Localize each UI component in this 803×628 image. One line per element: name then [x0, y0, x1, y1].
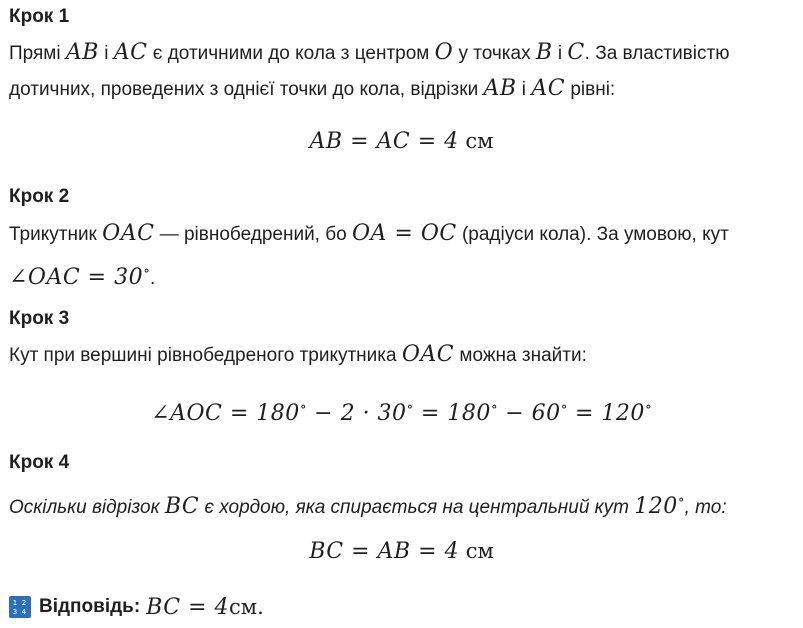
- icon-digit: 3: [12, 608, 18, 616]
- text: Трикутник: [9, 224, 103, 245]
- icon-digit: 4: [21, 608, 27, 616]
- text: і: [516, 79, 532, 100]
- math: ∠OAC = 30: [9, 265, 144, 290]
- text: Оскільки відрізок: [9, 497, 165, 518]
- formula-math: − 60: [497, 401, 561, 426]
- step-1-line-1: [9, 42, 729, 65]
- step-4-line-1: [9, 489, 727, 519]
- numbers-icon: [9, 596, 31, 618]
- step-1-line-2: [9, 78, 615, 101]
- text: .: [149, 268, 156, 289]
- math: AB: [65, 40, 99, 65]
- math: OAC: [401, 342, 455, 367]
- formula-math: ∠AOC = 180: [151, 401, 300, 426]
- math: BC: [164, 494, 200, 519]
- step-3-title: Крок 3: [9, 308, 70, 329]
- formula-unit: см: [458, 129, 494, 153]
- math: B: [535, 40, 553, 65]
- math: 120: [634, 494, 678, 519]
- formula-math: AB = AC = 4: [309, 129, 459, 154]
- text: є хордою, яка спирається на центральний кут: [199, 497, 635, 518]
- formula-math: = 120: [567, 401, 645, 426]
- text: (радіуси кола). За умовою, кут: [456, 224, 729, 245]
- step-1-formula: [0, 128, 803, 155]
- step-3-line-1: [9, 344, 587, 367]
- step-2-title: Крок 2: [9, 186, 70, 207]
- degree-sign: ∘: [490, 399, 498, 415]
- math: C: [567, 40, 585, 65]
- text: — рівнобедрений, бо: [154, 224, 352, 245]
- text: Кут при вершині рівнобедреного трикутника: [9, 345, 402, 366]
- degree-sign: ∘: [406, 399, 414, 415]
- step-1-title: Крок 1: [9, 6, 70, 27]
- math: OAC: [102, 221, 155, 246]
- degree-sign: ∘: [299, 399, 307, 415]
- math: AC: [531, 76, 566, 101]
- icon-digit: 2: [21, 599, 27, 607]
- text: у точках: [453, 43, 536, 64]
- text: Прямі: [9, 43, 66, 64]
- degree-sign: ∘: [644, 399, 652, 415]
- answer-row: [9, 594, 264, 620]
- math: O: [434, 40, 454, 65]
- math: AB: [483, 76, 517, 101]
- text: рівні:: [565, 79, 616, 100]
- text: є дотичними до кола з центром: [147, 43, 435, 64]
- step-4-title: Крок 4: [9, 452, 70, 473]
- step-3-formula: [0, 394, 803, 427]
- text: , то:: [684, 497, 727, 518]
- degree-sign: ∘: [143, 263, 150, 279]
- text: . За властивістю: [584, 43, 730, 64]
- step-2-line-2: [9, 260, 155, 290]
- answer-label: Відповідь:: [39, 596, 141, 617]
- text: і: [98, 43, 114, 64]
- step-2-line-1: [9, 223, 729, 246]
- formula-unit: см: [459, 539, 494, 563]
- formula-math: − 2 · 30: [306, 401, 407, 426]
- formula-math: = 180: [413, 401, 491, 426]
- text: дотичних, проведених з однієї точки до кола, відрізки: [9, 79, 484, 100]
- answer-math: BC = 4: [146, 594, 229, 620]
- degree-sign: ∘: [677, 492, 685, 508]
- step-4-formula: [0, 538, 803, 565]
- answer-unit: см.: [229, 595, 264, 619]
- math: AC: [113, 40, 148, 65]
- math: OA = OC: [351, 221, 457, 246]
- text: і: [552, 43, 568, 64]
- icon-digit: 1: [12, 599, 18, 607]
- formula-math: BC = AB = 4: [309, 539, 460, 564]
- degree-sign: ∘: [560, 399, 568, 415]
- text: можна знайти:: [454, 345, 587, 366]
